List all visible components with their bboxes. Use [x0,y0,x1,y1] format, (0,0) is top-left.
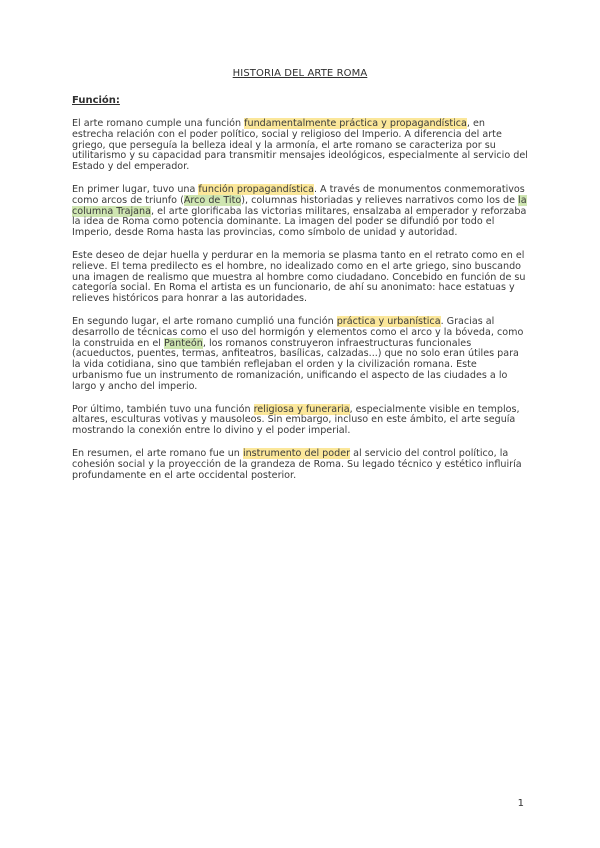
paragraph-text: Por último, también tuvo una función [72,403,254,415]
paragraph-text: al servicio del control político, la cohesión social y la proyección de la grandeza de Roma. Su legado técnico y estético influiría profundamente en el arte occidental posterior. [72,447,522,481]
paragraph-text: El arte romano cumple una función [72,118,245,129]
paragraph-text: , en estrecha relación con el poder político, social y religioso del Imperio. A diferencia del arte griego, que perseguía la belleza ideal y la armonía, el arte romano se caracteriza por su utilitarismo y su capacidad para transmitir mensajes ideológicos, especialmente al servicio del Estado y del emperador. [72,118,528,173]
highlighted-term: práctica y urbanística [336,315,441,327]
paragraph-text: En resumen, el arte romano fue un [72,447,243,459]
paragraph [72,405,528,437]
section-heading: Función: [72,95,120,106]
paragraph-text: , el arte glorificaba las victorias militares, ensalzaba al emperador y reforzaba la idea de Roma como potencia dominante. La imagen del poder se difundió por todo el Imperio, desde Roma hasta las provincias, como símbolo de unidad y autoridad. [72,205,527,239]
paragraph-text: , los romanos construyeron infraestructuras funcionales (acueductos, puentes, termas, anfiteatros, basílicas, calzadas...) que no solo eran útiles para la vida cotidiana, sino que también reflejaban el orden y la civilización romana. Este urbanismo fue un instrumento de romanización, unificando el aspecto de las ciudades a lo largo y ancho del imperio. [72,337,519,392]
page-number: 1 [517,798,524,809]
paragraph [72,449,528,481]
document-title: HISTORIA DEL ARTE ROMA [232,68,368,79]
paragraph [72,251,528,305]
paragraph-text: Este deseo de dejar huella y perdurar en la memoria se plasma tanto en el retrato como en el relieve. El tema predilecto es el hombre, no idealizado como en el arte griego, sino buscando una imagen de realismo que muestra al hombre como ciudadano. Concebido en función de su categoría social. En Roma el artista es un funcionario, de ahí su anonimato: hace estatuas y relieves históricos para honrar a las autoridades. [72,249,526,305]
highlighted-term: fundamentalmente práctica y propagandística [244,118,467,129]
paragraph [72,119,528,173]
paragraph [72,185,528,239]
highlighted-example: la columna Trajana [72,194,527,217]
document-body [72,119,528,481]
paragraph-text: En segundo lugar, el arte romano cumplió una función [72,315,337,327]
paragraph [72,317,528,393]
paragraph-text: En primer lugar, tuvo una [72,183,199,195]
paragraph-text: . Gracias al desarrollo de técnicas como el uso del hormigón y elementos como el arco y la bóveda, como la construida en el [72,315,524,349]
highlighted-term: función propagandística [198,183,314,195]
highlighted-term: instrumento del poder [242,447,351,459]
paragraph-text: ), columnas historiadas y relieves narrativos como los de [241,194,519,206]
paragraph-text: . A través de monumentos conmemorativos como arcos de triunfo ( [72,183,525,206]
highlighted-example: Panteón [163,337,203,349]
highlighted-term: religiosa y funeraria [253,403,350,415]
highlighted-example: Arco de Tito [183,194,242,206]
paragraph-text: , especialmente visible en templos, altares, esculturas votivas y mausoleos. Sin embargo, incluso en este ámbito, el arte seguía mostrando la conexión entre lo divino y el poder imperial. [72,403,520,437]
